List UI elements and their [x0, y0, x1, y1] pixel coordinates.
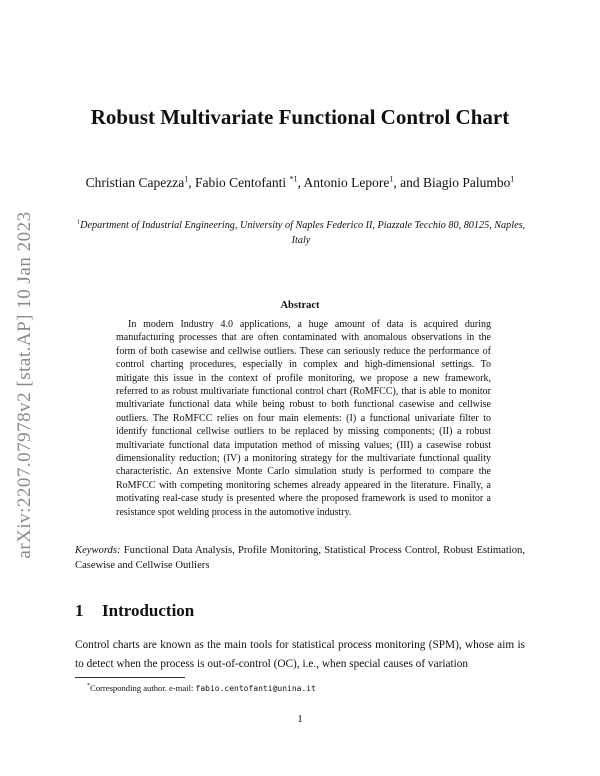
footnote-mark: * — [87, 683, 90, 690]
footnote-text: Corresponding author. e-mail: — [90, 683, 196, 693]
author-separator: , — [188, 175, 195, 190]
keywords-label: Keywords: — [75, 545, 121, 556]
section-title: Introduction — [102, 601, 195, 620]
author-affiliation-mark: *1 — [289, 174, 298, 184]
section-heading — [75, 601, 194, 621]
author-name: Fabio Centofanti — [194, 175, 287, 190]
author-name: Christian Capezza — [85, 175, 185, 190]
paper-title: Robust Multivariate Functional Control Chart — [90, 105, 510, 129]
footnote — [87, 683, 517, 693]
abstract-body: In modern Industry 4.0 applications, a huge amount of data is acquired during manufacturing processes that are often contaminated with anomalous observations in the form of both casewise and cellwise outliers. These can seriously reduce the performance of control charting procedures, especially in complex and high-dimensional settings. To mitigate this issue in the context of profile monitoring, we propose a new framework, referred to as robust multivariate functional control chart (RoMFCC), that is able to monitor multivariate functional data while being robust to both functional casewise and cellwise outliers. The RoMFCC relies on four main elements: (I) a functional univariate filter to identify functional cellwise outliers to be replaced by missing components; (II) a robust multivariate functional data imputation method of missing values; (III) a casewise robust dimensionality reduction; (IV) a monitoring strategy for the multivariate functional quality characteristic. An extensive Monte Carlo simulation study is performed to compare the RoMFCC with competing monitoring schemes already appeared in the literature. Finally, a motivating real-case study is presented where the proposed framework is used to monitor a resistance spot welding process in the automotive industry. — [116, 319, 491, 518]
corresponding-author-email: fabio.centofanti@unina.it — [195, 684, 316, 693]
author-affiliation-mark: 1 — [389, 174, 394, 184]
arxiv-identifier-text: arXiv:2207.07978v2 [stat.AP] 10 Jan 2023 — [14, 211, 35, 559]
affiliation-mark: 1 — [76, 218, 81, 226]
page-number: 1 — [297, 713, 303, 725]
author-affiliation-mark: 1 — [510, 174, 515, 184]
author-name: Biagio Palumbo — [422, 175, 511, 190]
author-separator: , — [297, 175, 304, 190]
affiliation-text: Department of Industrial Engineering, University of Naples Federico II, Piazzale Tecchio 80, 80125, Naples, Italy — [80, 220, 526, 246]
author-affiliation — [76, 218, 526, 248]
abstract-heading: Abstract — [280, 300, 320, 311]
author-list — [80, 173, 520, 192]
author-name: Antonio Lepore — [303, 175, 390, 190]
keywords-text: Functional Data Analysis, Profile Monitoring, Statistical Process Control, Robust Estimation, Casewise and Cellwise Outliers — [75, 545, 525, 571]
footnote-divider — [75, 677, 185, 678]
introduction-paragraph: Control charts are known as the main tools for statistical process monitoring (SPM), whose aim is to detect when the process is out-of-control (OC), i.e., when special causes of variation — [75, 639, 525, 670]
keywords-block — [75, 544, 525, 573]
author-affiliation-mark: 1 — [184, 174, 189, 184]
arxiv-identifier-stamp — [8, 210, 42, 560]
author-separator: , and — [393, 175, 423, 190]
section-number: 1 — [75, 601, 84, 620]
